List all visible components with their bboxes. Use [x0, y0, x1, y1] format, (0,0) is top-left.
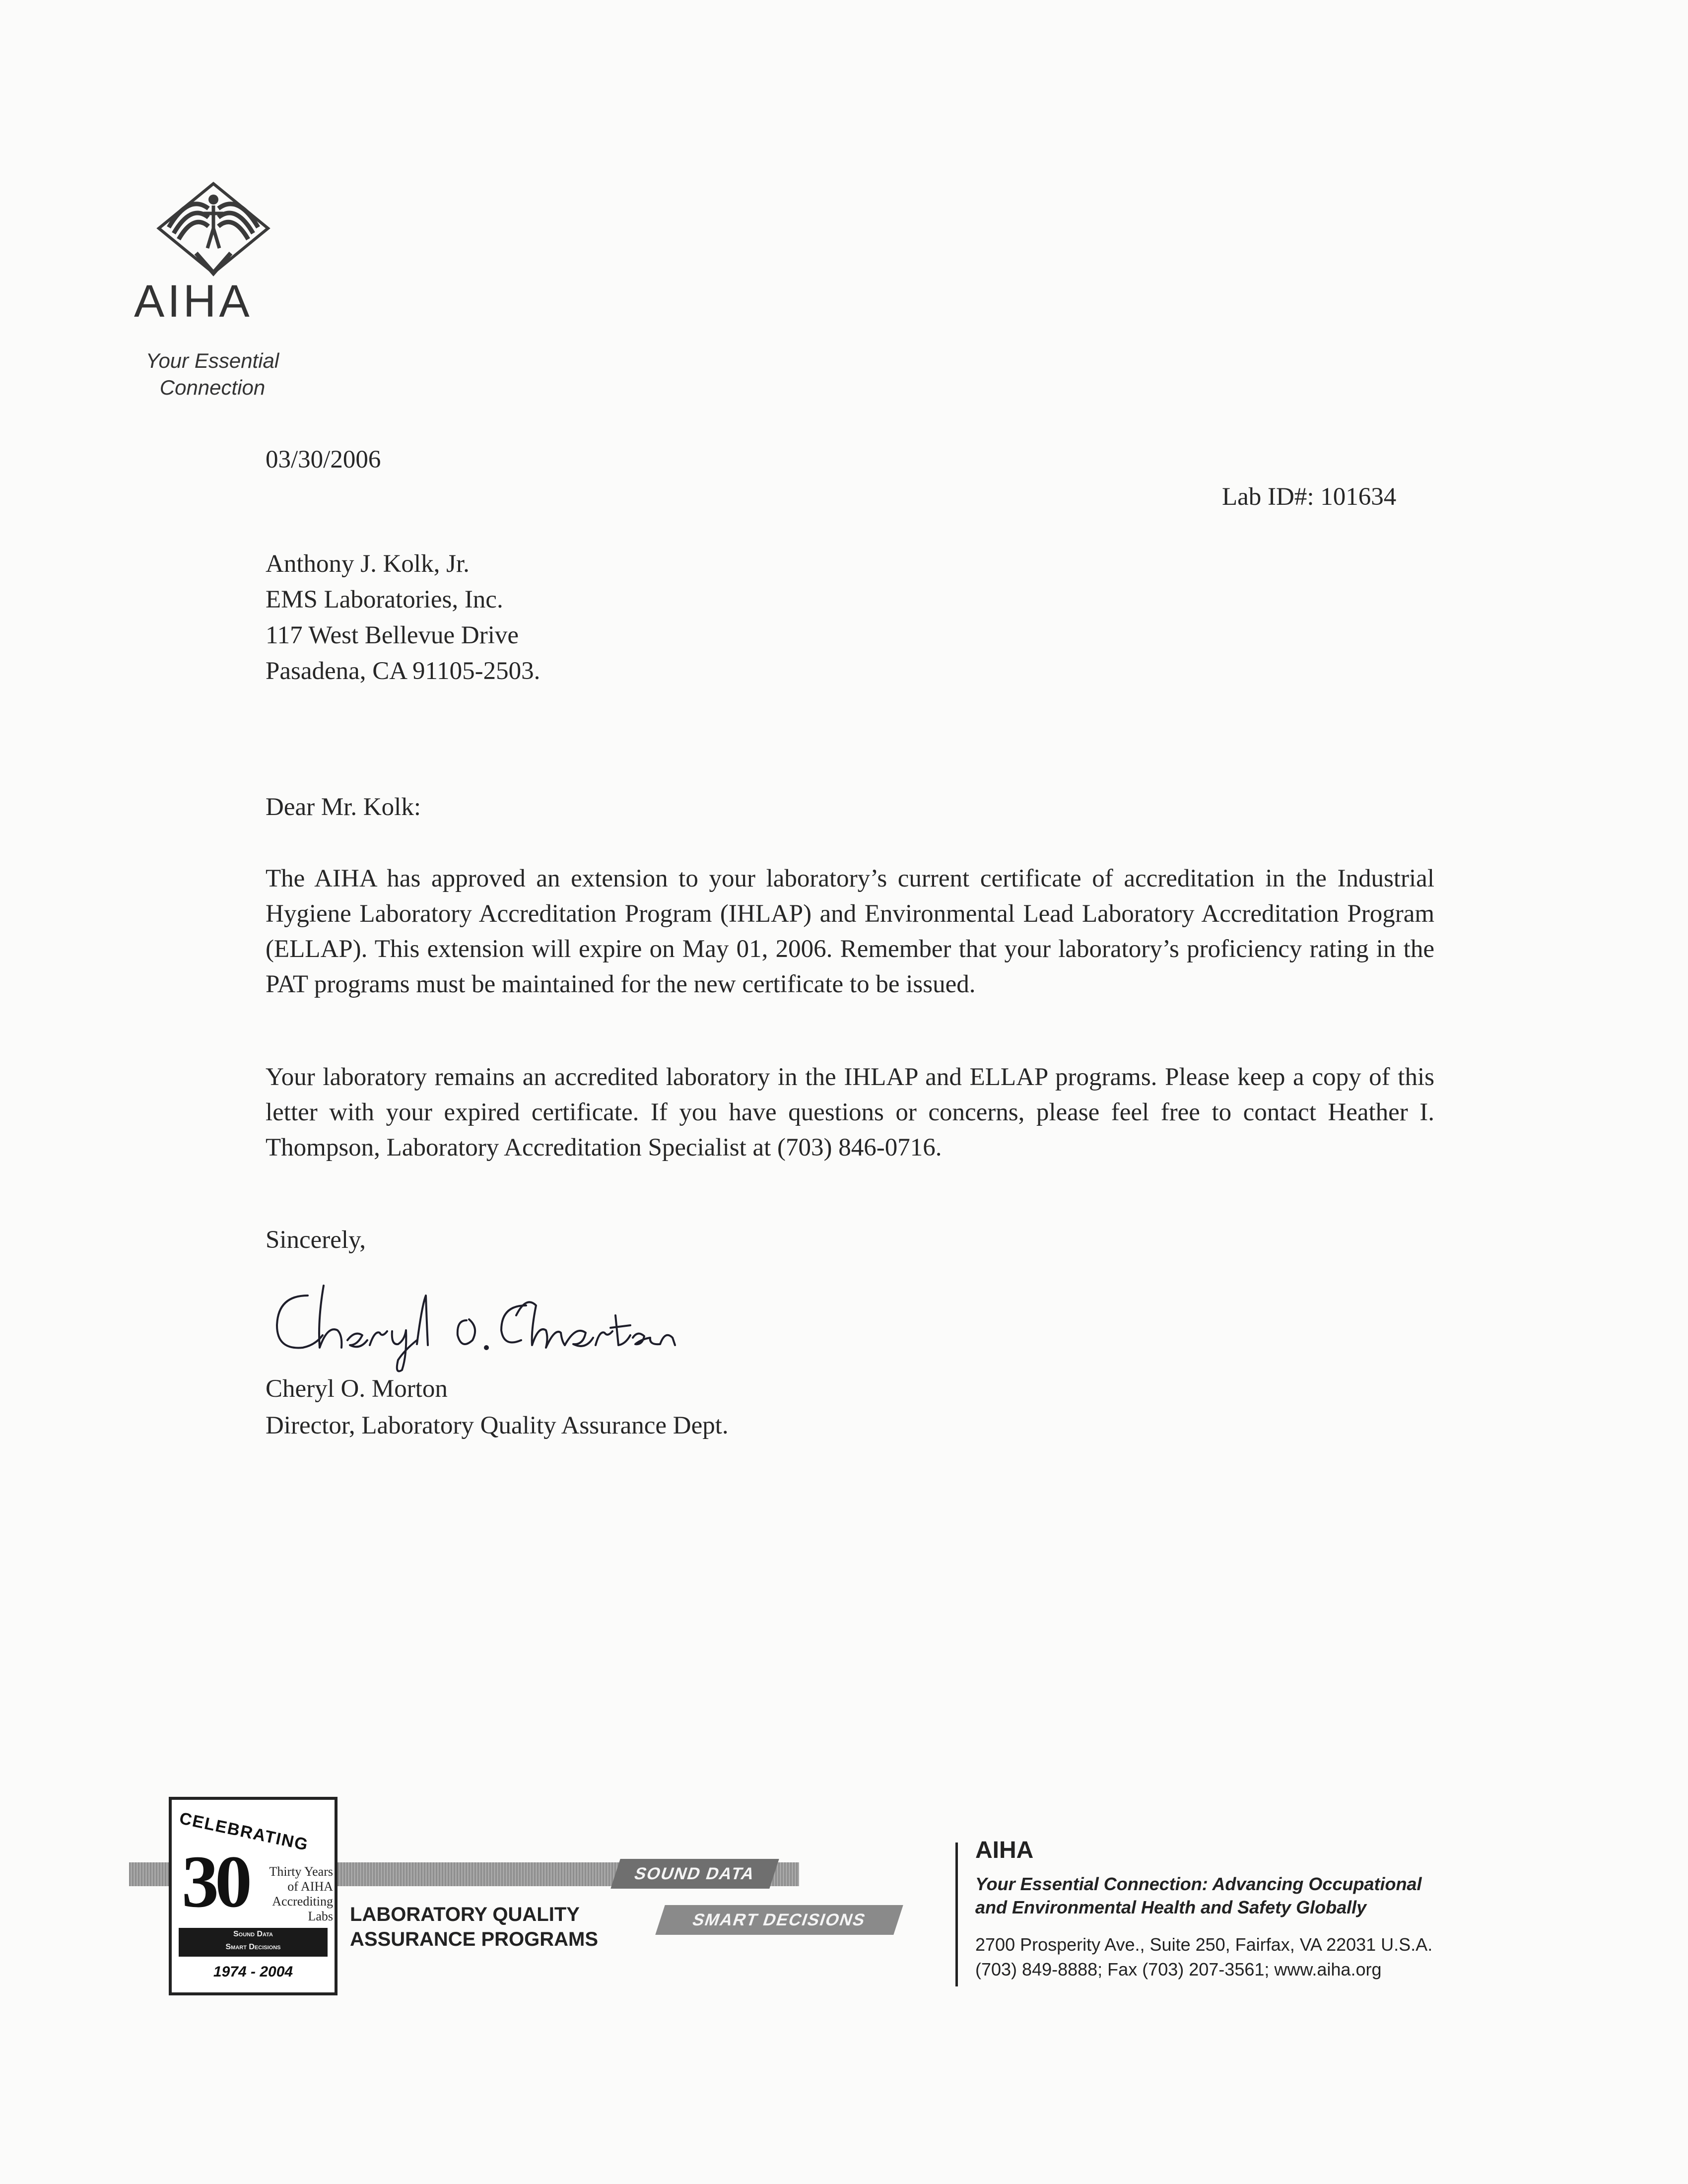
lab-id: Lab ID#: 101634 [1222, 483, 1397, 511]
recipient-name: Anthony J. Kolk, Jr. [266, 550, 470, 578]
footer-org-name: AIHA [975, 1837, 1034, 1863]
footer-address-line: (703) 849-8888; Fax (703) 207-3561; www.aiha.org [975, 1959, 1382, 1979]
anniversary-badge [169, 1797, 338, 1995]
badge-year-range: 1974 - 2004 [213, 1964, 293, 1980]
recipient-company: EMS Laboratories, Inc. [266, 586, 503, 614]
letter-date: 03/30/2006 [266, 446, 381, 474]
recipient-street: 117 West Bellevue Drive [266, 621, 519, 649]
footer-address-line: 2700 Prosperity Ave., Suite 250, Fairfax, VA 22031 U.S.A. [975, 1934, 1433, 1955]
badge-years-text [251, 1864, 333, 1924]
closing: Sincerely, [266, 1226, 366, 1254]
lqa-label-line: LABORATORY QUALITY [350, 1904, 580, 1925]
logo-tagline [133, 347, 292, 401]
logo-tagline-line: Connection [159, 376, 266, 399]
lqa-label-line: ASSURANCE PROGRAMS [350, 1928, 599, 1950]
badge-years-line: Thirty Years [269, 1864, 333, 1879]
smart-decisions-tag: SMART DECISIONS [655, 1905, 903, 1935]
badge-years-line: of AIHA [287, 1879, 333, 1894]
footer-tagline-line: and Environmental Health and Safety Globally [975, 1897, 1367, 1917]
recipient-city: Pasadena, CA 91105-2503. [266, 657, 540, 685]
badge-celebrating: CELEBRATING [178, 1809, 311, 1855]
badge-strip-line: Smart Decisions [225, 1943, 281, 1951]
handwritten-signature [268, 1276, 685, 1375]
footer-tagline-line: Your Essential Connection: Advancing Occupational [975, 1874, 1422, 1894]
salutation: Dear Mr. Kolk: [266, 793, 421, 821]
signer-title: Director, Laboratory Quality Assurance Dept. [266, 1412, 729, 1439]
lqa-programs-label [350, 1902, 598, 1952]
footer-address [975, 1932, 1596, 1982]
badge-strip-line: Sound Data [233, 1930, 273, 1938]
sound-data-tag: SOUND DATA [610, 1859, 779, 1889]
recipient-address [266, 546, 540, 689]
footer-divider [955, 1843, 958, 1986]
body-paragraph: The AIHA has approved an extension to your laboratory’s current certificate of accreditation in the Industrial Hygiene Laboratory Accreditation Program (IHLAP) and Environmental Lead Laboratory Accreditation Program (ELLAP). This extension will expire on May 01, 2006. Remember that your laboratory’s proficiency rating in the PAT programs must be maintained for the new certificate to be issued. [266, 865, 1434, 998]
body-paragraph: Your laboratory remains an accredited laboratory in the IHLAP and ELLAP programs. Please keep a copy of this letter with your expired certificate. If you have questions or concerns, please feel free to contact Heather I. Thompson, Laboratory Accreditation Specialist at (703) 846-0716. [266, 1063, 1434, 1161]
logo-wordmark: AIHA [134, 276, 253, 327]
logo-tagline-line: Your Essential [145, 349, 279, 372]
badge-years-line: Accrediting Labs [272, 1894, 333, 1923]
aiha-logo-icon [139, 174, 288, 283]
signer-name: Cheryl O. Morton [266, 1375, 448, 1403]
badge-number: 30 [182, 1841, 248, 1923]
footer-tagline [975, 1872, 1546, 1919]
badge-strip [179, 1928, 328, 1957]
